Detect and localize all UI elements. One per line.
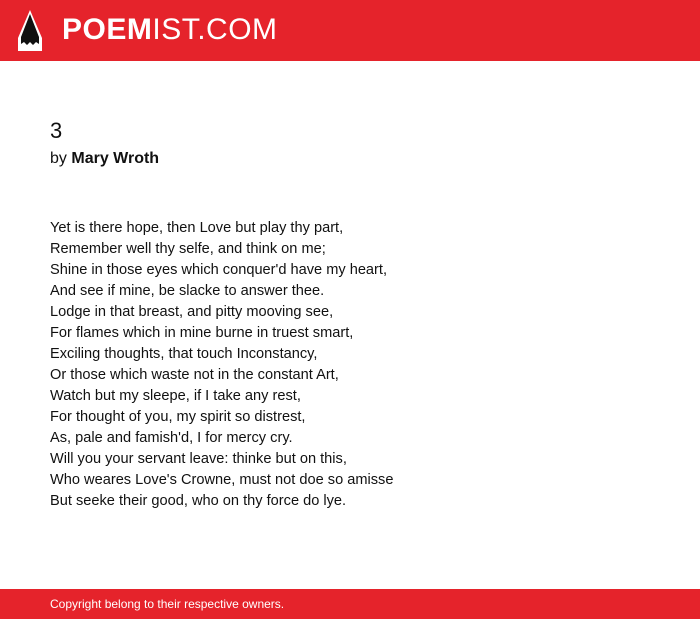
copyright-text: Copyright belong to their respective owners. [50,597,285,611]
poem-line: Who weares Love's Crowne, must not doe so amisse [50,472,394,488]
logo-text-light: IST.COM [152,13,278,46]
by-label: by [50,150,67,167]
poem-line: As, pale and famish'd, I for mercy cry. [50,430,293,446]
poem-line: Remember well thy selfe, and think on me; [50,241,326,257]
poem-line: And see if mine, be slacke to answer thee. [50,283,325,299]
logo-text-bold: POEM [62,13,153,46]
poem-title: 3 [50,118,63,143]
poem-line: Lodge in that breast, and pitty mooving see, [50,304,334,320]
poem-line: Shine in those eyes which conquer'd have my heart, [50,262,388,278]
poem-body [50,218,650,512]
poem-line: Watch but my sleepe, if I take any rest, [50,388,301,404]
poem-line: But seeke their good, who on thy force do lye. [50,493,347,509]
poem-line: For thought of you, my spirit so distrest, [50,409,306,425]
poem-line: Will you your servant leave: thinke but on this, [50,451,347,467]
pen-nib-icon[interactable] [18,10,42,51]
poem-line: Exciling thoughts, that touch Inconstancy, [50,346,318,362]
poem-line: Or those which waste not in the constant Art, [50,367,339,383]
site-logo[interactable] [62,12,278,48]
site-header [0,0,700,61]
poem-header [50,116,650,171]
poem-line: Yet is there hope, then Love but play thy part, [50,220,344,236]
author-name: Mary Wroth [71,150,160,167]
poem-line: For flames which in mine burne in truest smart, [50,325,354,341]
byline [50,147,650,171]
site-footer [0,589,700,619]
